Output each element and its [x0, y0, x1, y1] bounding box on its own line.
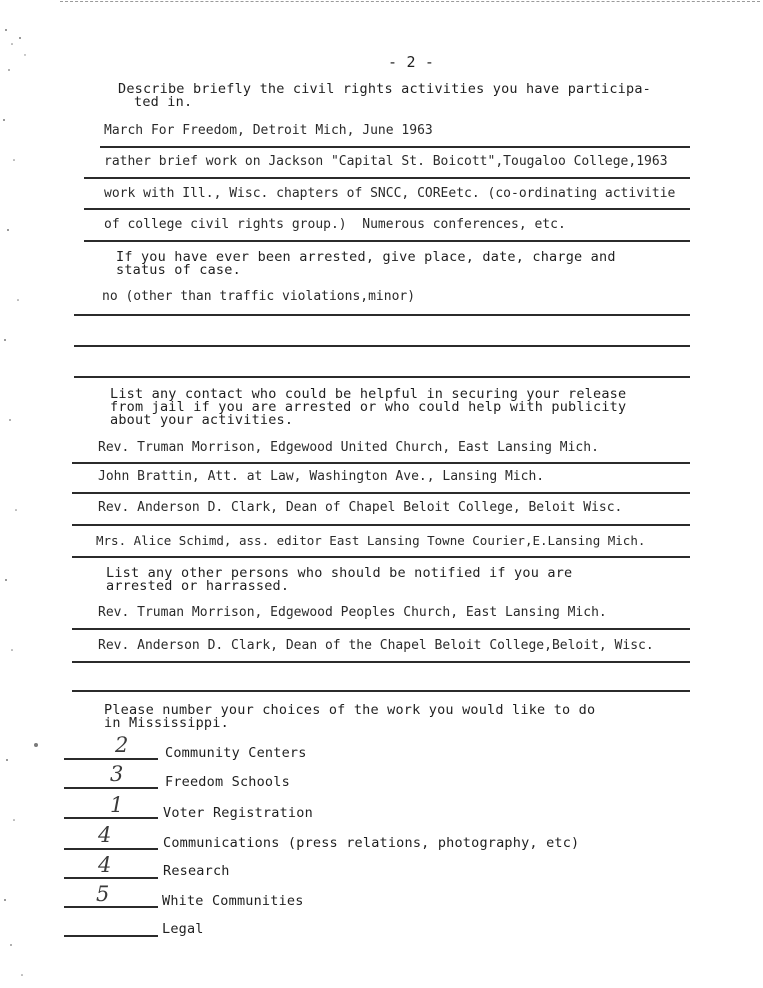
choice-rank: 3 — [110, 762, 124, 786]
q3-prompt-line-1: List any contact who could be helpful in securing your release — [110, 386, 627, 402]
q3-prompt-line-3: about your activities. — [110, 412, 294, 428]
choice-label: White Communities — [162, 893, 304, 909]
answer-rule — [72, 492, 690, 494]
q2-answer: no (other than traffic violations,minor) — [102, 289, 416, 304]
q3-answer-3: Rev. Anderson D. Clark, Dean of Chapel Beloit College, Beloit Wisc. — [98, 500, 623, 515]
choice-label: Research — [163, 863, 230, 879]
q3-answer-1: Rev. Truman Morrison, Edgewood United Church, East Lansing Mich. — [98, 440, 599, 455]
page-number: - 2 - — [388, 53, 435, 71]
blank-answer-line — [74, 376, 690, 378]
rank-line — [64, 787, 158, 789]
q3-answer-4: Mrs. Alice Schimd, ass. editor East Lansing Towne Courier,E.Lansing Mich. — [96, 533, 646, 548]
q1-answer-3: work with Ill., Wisc. chapters of SNCC, COREetc. (co-ordinating activitie — [104, 186, 676, 201]
blank-answer-line — [72, 690, 690, 692]
answer-rule — [84, 208, 690, 210]
answer-rule — [100, 146, 690, 148]
answer-rule — [72, 628, 690, 630]
q2-prompt-line-2: status of case. — [116, 262, 241, 278]
blank-answer-line — [74, 345, 690, 347]
q3-answer-2: John Brattin, Att. at Law, Washington Ave., Lansing Mich. — [98, 469, 545, 484]
choice-label: Communications (press relations, photography, etc) — [163, 835, 580, 851]
scan-edge-artifact — [0, 0, 60, 988]
q4-answer-2: Rev. Anderson D. Clark, Dean of the Chapel Beloit College,Beloit, Wisc. — [98, 638, 654, 653]
rank-line — [64, 848, 158, 850]
rank-line — [64, 906, 158, 908]
q1-answer-2: rather brief work on Jackson "Capital St. Boicott",Tougaloo College,1963 — [104, 154, 668, 169]
choice-label: Legal — [162, 921, 204, 937]
answer-rule — [72, 661, 690, 663]
choice-rank: 2 — [115, 733, 129, 757]
choice-rank: 4 — [98, 853, 112, 877]
rank-line — [64, 935, 158, 937]
answer-rule — [72, 524, 690, 526]
q1-prompt-line-2: ted in. — [134, 94, 193, 110]
answer-rule — [72, 462, 690, 464]
q5-prompt-line-2: in Mississippi. — [104, 715, 229, 731]
top-edge-dashes — [60, 1, 760, 2]
choice-rank: 4 — [98, 823, 112, 847]
q5-prompt-line-1: Please number your choices of the work you would like to do — [104, 702, 596, 718]
choice-rank: 1 — [110, 793, 124, 817]
rank-line — [64, 817, 158, 819]
choice-label: Community Centers — [165, 745, 307, 761]
q3-prompt-line-2: from jail if you are arrested or who could help with publicity — [110, 399, 627, 415]
q1-answer-1: March For Freedom, Detroit Mich, June 1963 — [104, 123, 433, 138]
q1-answer-4: of college civil rights group.) Numerous conferences, etc. — [104, 217, 566, 232]
answer-rule — [72, 556, 690, 558]
choice-label: Freedom Schools — [165, 774, 290, 790]
q4-prompt-line-1: List any other persons who should be notified if you are — [106, 565, 573, 581]
rank-line — [64, 877, 158, 879]
rank-line — [64, 758, 158, 760]
answer-rule — [84, 177, 690, 179]
answer-rule — [74, 314, 690, 316]
q2-prompt-line-1: If you have ever been arrested, give place, date, charge and — [116, 249, 616, 265]
q4-prompt-line-2: arrested or harrassed. — [106, 578, 290, 594]
choice-label: Voter Registration — [163, 805, 313, 821]
choice-rank: 5 — [96, 882, 110, 906]
q4-answer-1: Rev. Truman Morrison, Edgewood Peoples Church, East Lansing Mich. — [98, 605, 607, 620]
answer-rule — [84, 240, 690, 242]
q1-prompt-line-1: Describe briefly the civil rights activities you have participa- — [118, 81, 651, 97]
